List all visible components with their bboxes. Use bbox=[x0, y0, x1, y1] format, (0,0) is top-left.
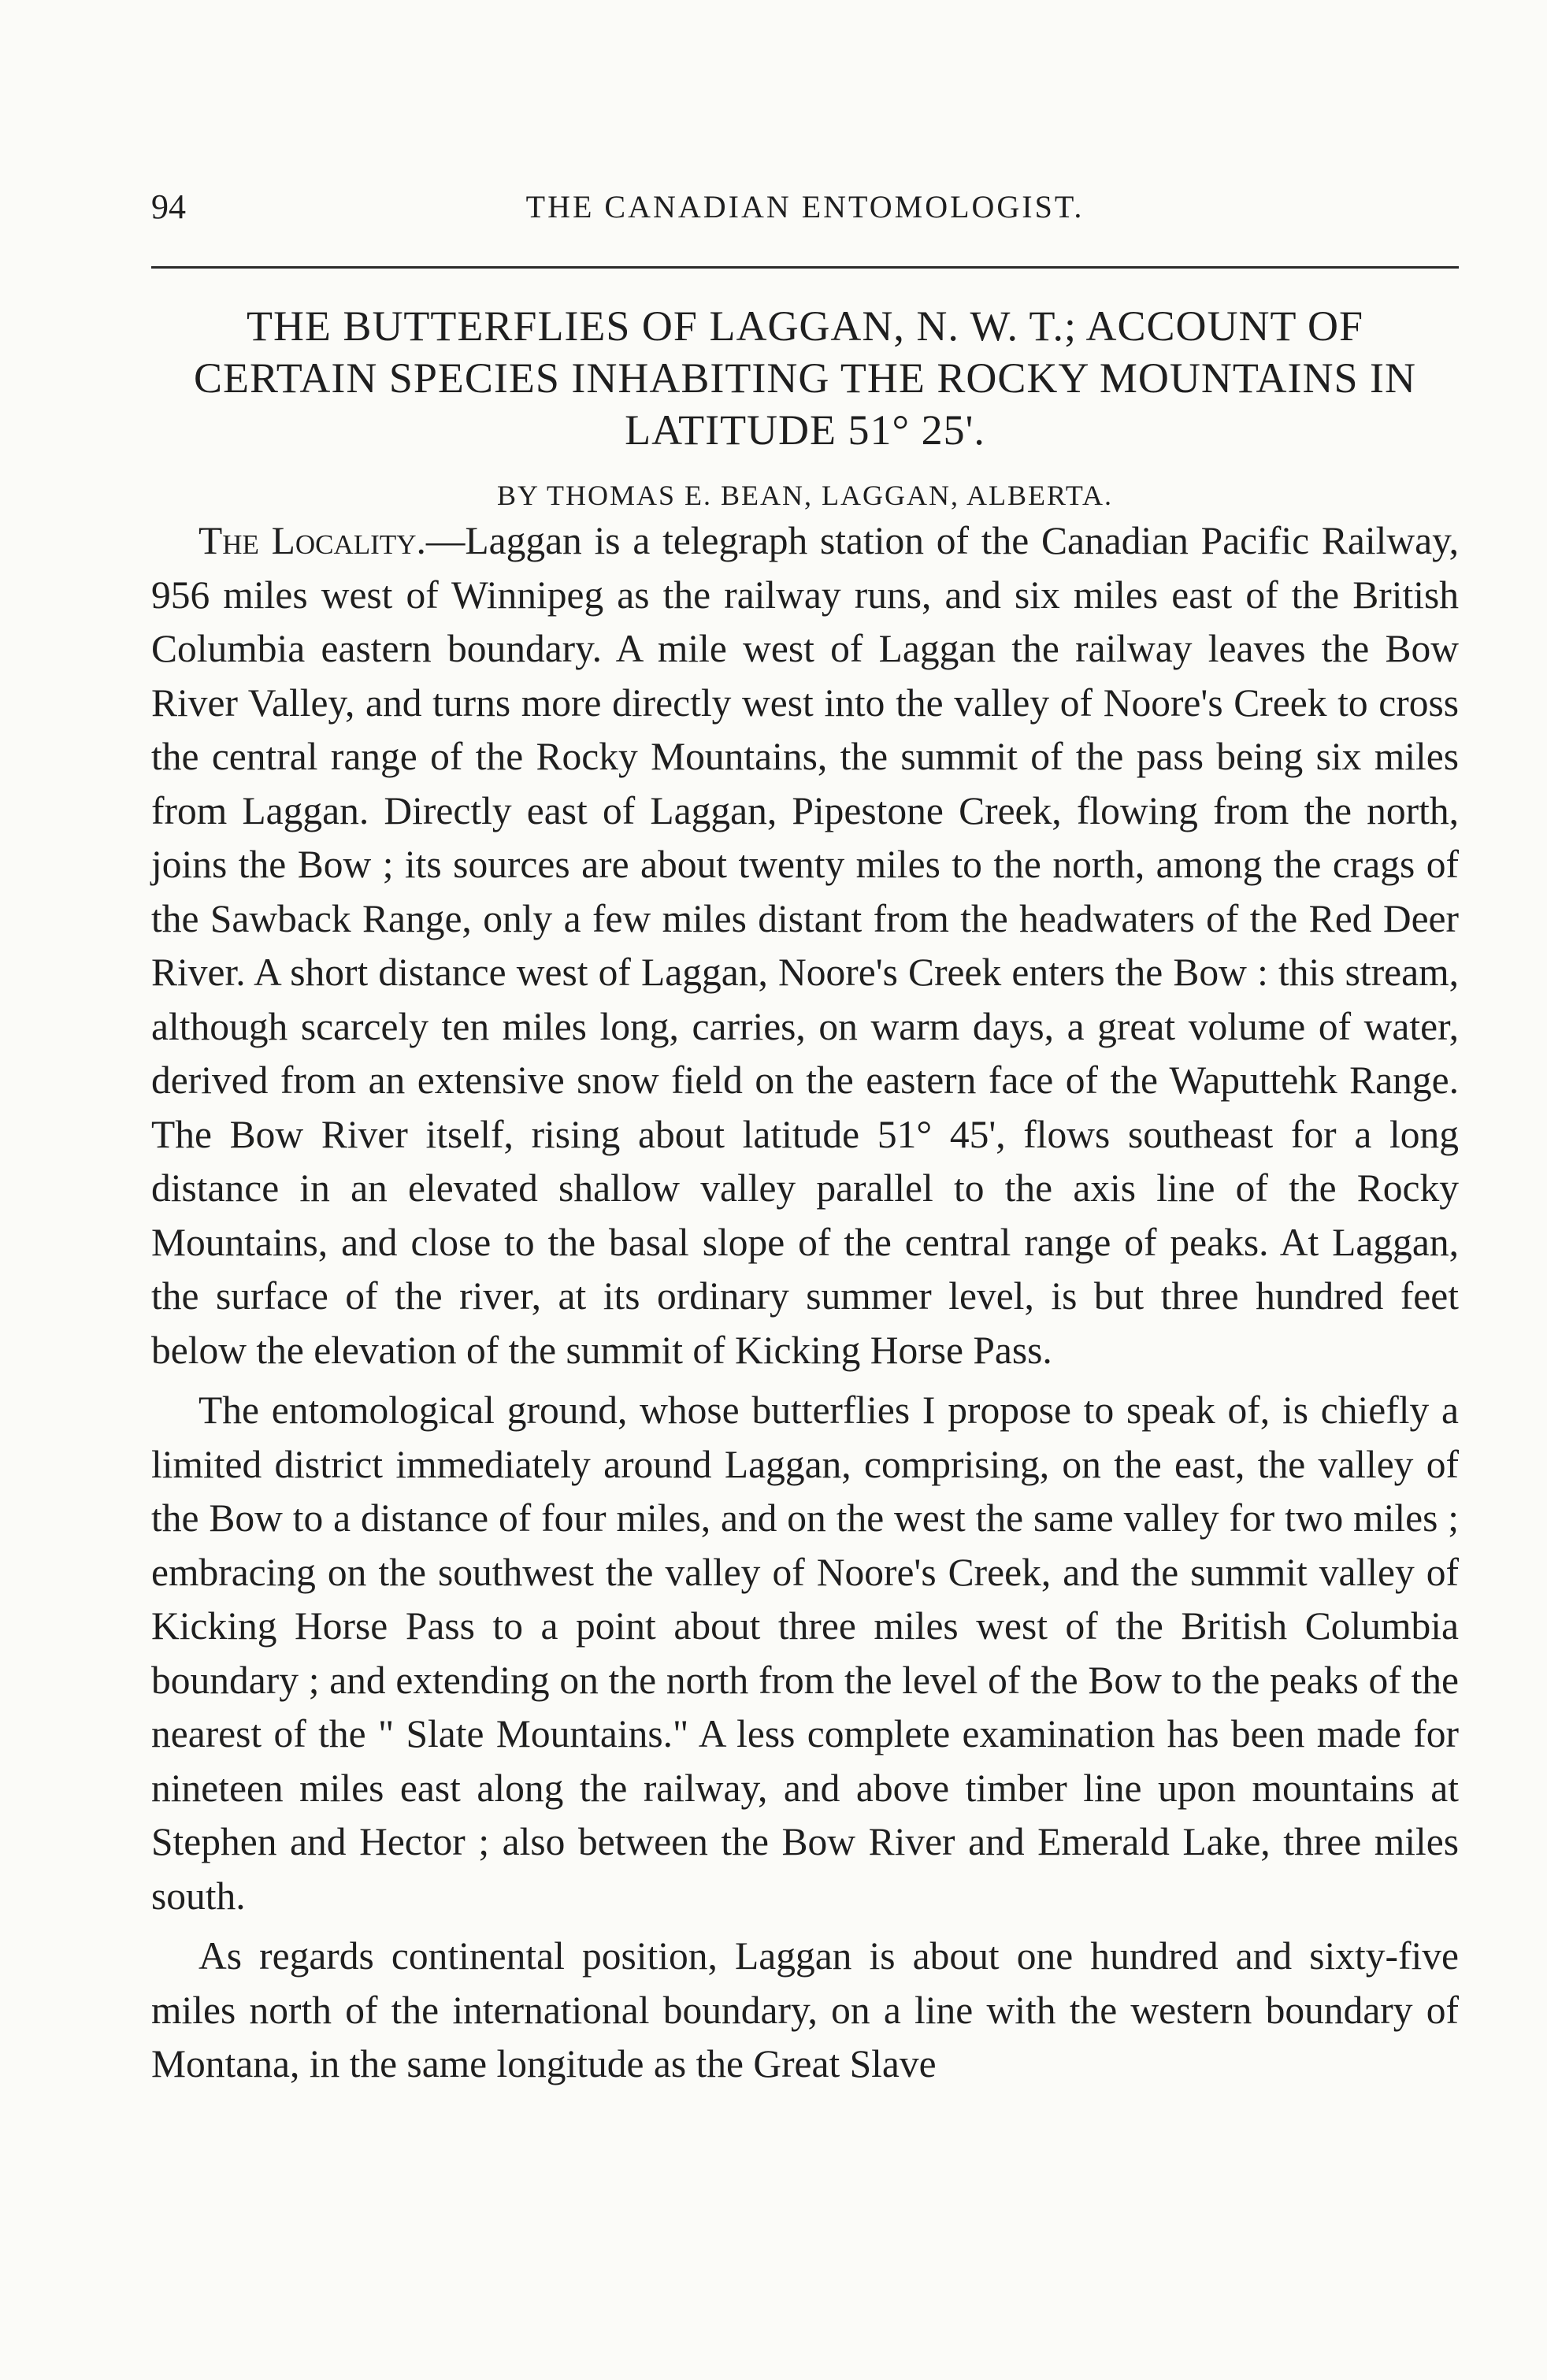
byline: BY THOMAS E. BEAN, LAGGAN, ALBERTA. bbox=[497, 480, 1113, 511]
header-rule bbox=[151, 266, 1459, 269]
article-body bbox=[151, 514, 1459, 2092]
page-number: 94 bbox=[151, 187, 186, 226]
paragraph: The entomological ground, whose butterflies I propose to speak of, is chiefly a limited district immediately around Laggan, comprising, on the east, the valley of the Bow to a distance of four miles, and on the west the same valley for two miles ; embracing on the southwest the valley of Noore's Creek, and the summit valley of Kicking Horse Pass to a point about three miles west of the British Columbia boundary ; and extending on the north from the level of the Bow to the peaks of the nearest of the " Slate Mountains." A less complete examination has been made for nineteen miles east along the railway, and above timber line upon mountains at Stephen and Hector ; also between the Bow River and Emerald Lake, three miles south. bbox=[151, 1388, 1459, 1918]
paragraph bbox=[151, 514, 1459, 1377]
journal-title: THE CANADIAN ENTOMOLOGIST. bbox=[525, 189, 1085, 224]
page bbox=[151, 180, 1459, 2092]
paragraph-text: —Laggan is a telegraph station of the Canadian Pacific Railway, 956 miles west of Winnipeg as the railway runs, and six miles east of the British Columbia eastern boundary. A mile west of Laggan the railway leaves the Bow River Valley, and turns more directly west into the valley of Noore's Creek to cross the central range of the Rocky Mountains, the summit of the pass being six miles from Laggan. Directly east of Laggan, Pipestone Creek, flowing from the north, joins the Bow ; its sources are about twenty miles to the north, among the crags of the Sawback Range, only a few miles distant from the headwaters of the Red Deer River. A short distance west of Laggan, Noore's Creek enters the Bow : this stream, although scarcely ten miles long, carries, on warm days, a great volume of water, derived from an extensive snow field on the eastern face of the Waputtehk Range. The Bow River itself, rising about latitude 51° 45', flows southeast for a long distance in an elevated shallow valley parallel to the axis line of the Rocky Mountains, and close to the basal slope of the central range of peaks. At Laggan, the surface of the river, at its ordinary summer level, is but three hundred feet below the elevation of the summit of Kicking Horse Pass. bbox=[151, 519, 1459, 1372]
running-head bbox=[151, 180, 1459, 235]
article-title: THE BUTTERFLIES OF LAGGAN, N. W. T.; ACCOUNT OF CERTAIN SPECIES INHABITING THE ROCKY MOUNTAINS IN LATITUDE 51° 25'. bbox=[193, 302, 1417, 454]
section-heading: The Locality. bbox=[198, 519, 426, 562]
paragraph: As regards continental position, Laggan is about one hundred and sixty-five miles north of the international boundary, on a line with the western boundary of Montana, in the same longitude as the Great Slave bbox=[151, 1934, 1459, 2085]
